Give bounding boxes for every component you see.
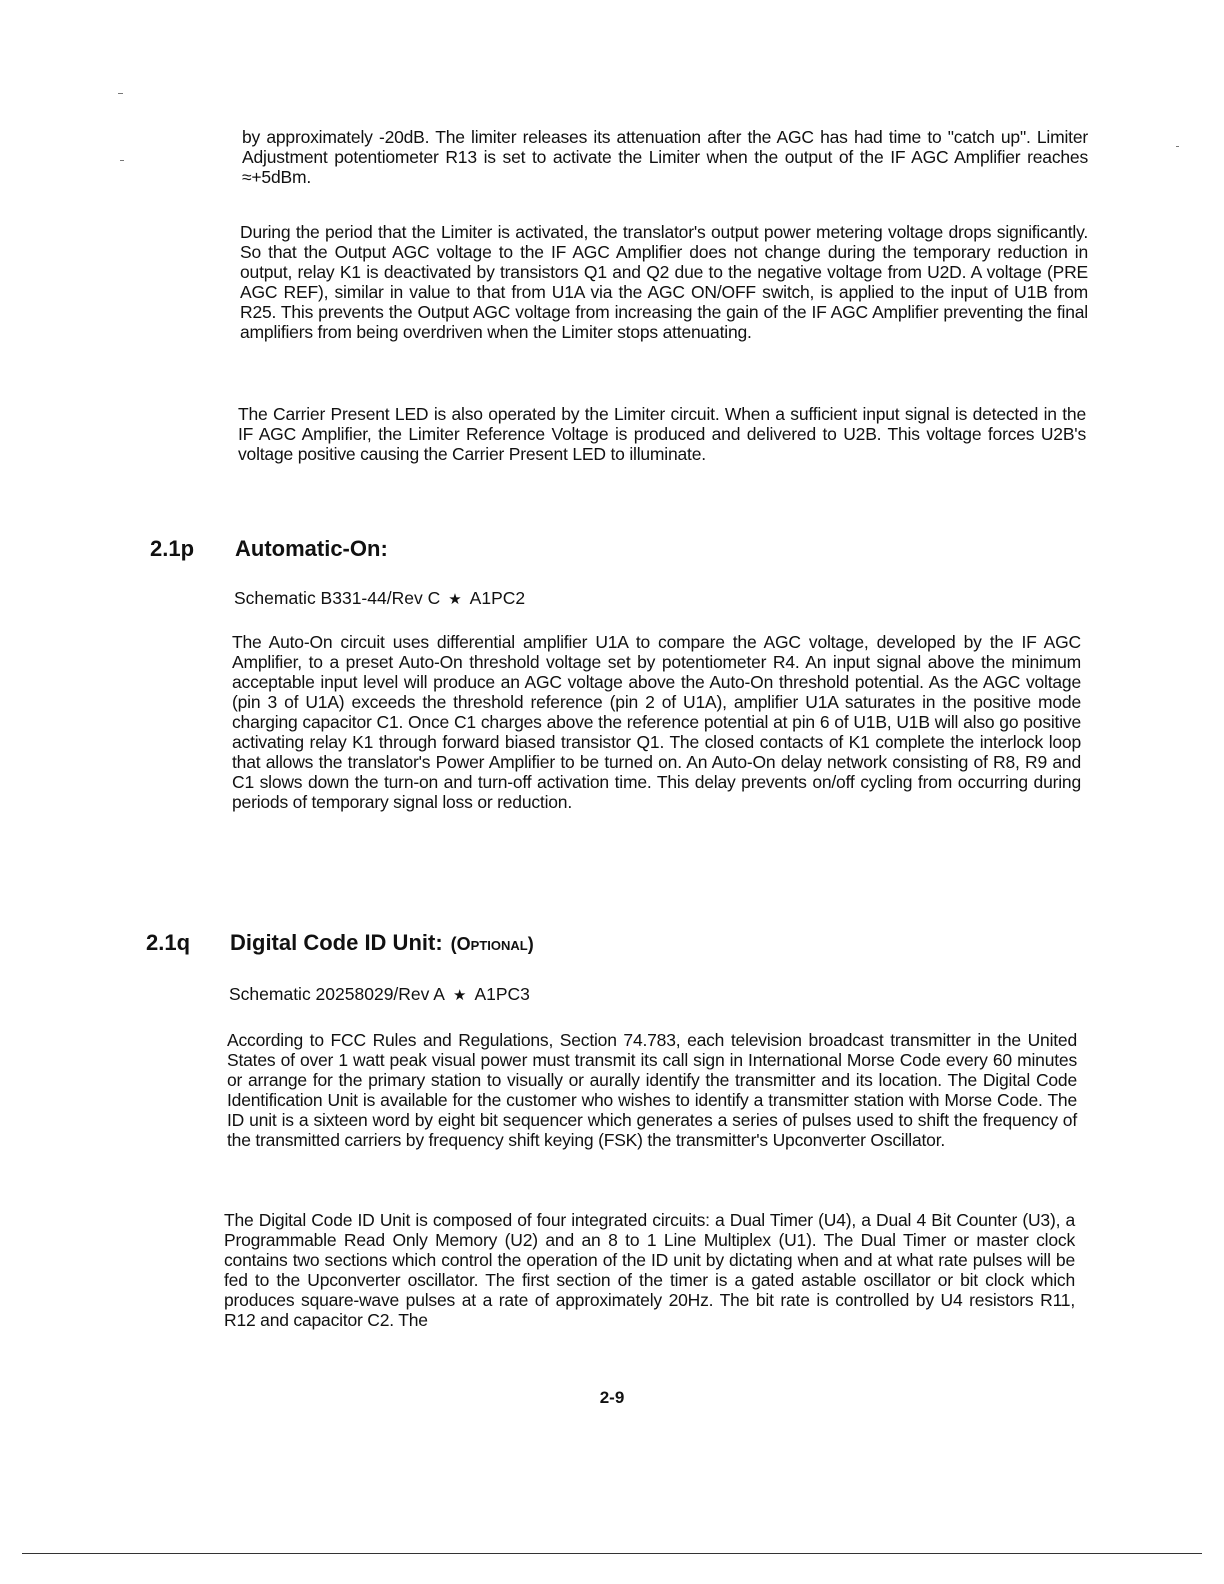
schematic-reference-p bbox=[234, 588, 525, 610]
paragraph-auto-on: The Auto-On circuit uses differential amplifier U1A to compare the AGC voltage, developed by the IF AGC Amplifier, to a preset Auto-On threshold voltage set by potentiometer R4. An input signal above the minimum acceptable input level will produce an AGC voltage above the Auto-On threshold potential. As the AGC voltage (pin 3 of U1A) exceeds the threshold reference (pin 2 of U1A), amplifier U1A saturates in the positive mode charging capacitor C1. Once C1 charges above the reference potential at pin 6 of U1B, U1B will also go positive activating relay K1 through forward biased transistor Q1. The closed contacts of K1 complete the interlock loop that allows the translator's Power Amplifier to be turned on. An Auto-On delay network consisting of R8, R9 and C1 slows down the turn-on and turn-off activation time. This delay prevents on/off cycling from occurring during periods of temporary signal loss or reduction. bbox=[232, 632, 1081, 812]
board-id: A1PC2 bbox=[469, 588, 526, 608]
optional-label: (Optional) bbox=[450, 934, 534, 954]
section-title-automatic-on: Automatic-On: bbox=[235, 536, 388, 561]
section-title-text: Digital Code ID Unit: bbox=[230, 930, 443, 955]
star-icon: ★ bbox=[452, 987, 467, 1004]
scan-speck bbox=[120, 160, 124, 161]
paragraph-carrier-present: The Carrier Present LED is also operated by the Limiter circuit. When a sufficient input signal is detected in the IF AGC Amplifier, the Limiter Reference Voltage is produced and delivered to U2B. This voltage forces U2B's voltage positive causing the Carrier Present LED to illuminate. bbox=[238, 404, 1086, 464]
scan-speck bbox=[118, 93, 123, 94]
section-title-digital-code-id bbox=[230, 930, 534, 957]
paragraph-id-unit-composition: The Digital Code ID Unit is composed of four integrated circuits: a Dual Timer (U4), a Dual 4 Bit Counter (U3), a Programmable Read Only Memory (U2) and an 8 to 1 Line Multiplex (U1). The Dual Timer or master clock contains two sections which control the operation of the ID unit by dictating when and at what rate pulses will be fed to the Upconverter oscillator. The first section of the timer is a gated astable oscillator or bit clock which produces square-wave pulses at a rate of approximately 20Hz. The bit rate is controlled by U4 resistors R11, R12 and capacitor C2. The bbox=[224, 1210, 1075, 1330]
board-id: A1PC3 bbox=[474, 984, 530, 1004]
section-number-2-1p: 2.1p bbox=[150, 536, 195, 561]
schematic-number: Schematic 20258029/Rev A bbox=[229, 984, 445, 1004]
star-icon: ★ bbox=[448, 591, 462, 608]
paragraph-limiter-activated: During the period that the Limiter is activated, the translator's output power metering voltage drops significantly. So that the Output AGC voltage to the IF AGC Amplifier does not change during the temporary reduction in output, relay K1 is deactivated by transistors Q1 and Q2 due to the negative voltage from U2D. A voltage (PRE AGC REF), similar in value to that from U1A via the AGC ON/OFF switch, is applied to the input of U1B from R25. This prevents the Output AGC voltage from increasing the gain of the IF AGC Amplifier preventing the final amplifiers from being overdriven when the Limiter stops attenuating. bbox=[240, 222, 1088, 342]
bottom-rule bbox=[22, 1553, 1202, 1554]
page-number: 2-9 bbox=[599, 1388, 625, 1407]
schematic-number: Schematic B331-44/Rev C bbox=[234, 588, 441, 608]
section-number-2-1q: 2.1q bbox=[146, 930, 191, 955]
scan-speck bbox=[1176, 146, 1179, 147]
paragraph-fcc-rules: According to FCC Rules and Regulations, Section 74.783, each television broadcast transmitter in the United States of over 1 watt peak visual power must transmit its call sign in International Morse Code every 60 minutes or arrange for the primary station to visually or aurally identify the transmitter and its location. The Digital Code Identification Unit is available for the customer who wishes to identify a transmitter station with Morse Code. The ID unit is a sixteen word by eight bit sequencer which generates a series of pulses used to shift the frequency of the transmitted carriers by frequency shift keying (FSK) the transmitter's Upconverter Oscillator. bbox=[227, 1030, 1077, 1150]
schematic-reference-q bbox=[229, 984, 530, 1006]
paragraph-limiter-release: by approximately -20dB. The limiter releases its attenuation after the AGC has had time to "catch up". Limiter Adjustment potentiometer R13 is set to activate the Limiter when the output of the IF AGC Amplifier reaches ≈+5dBm. bbox=[242, 127, 1088, 187]
